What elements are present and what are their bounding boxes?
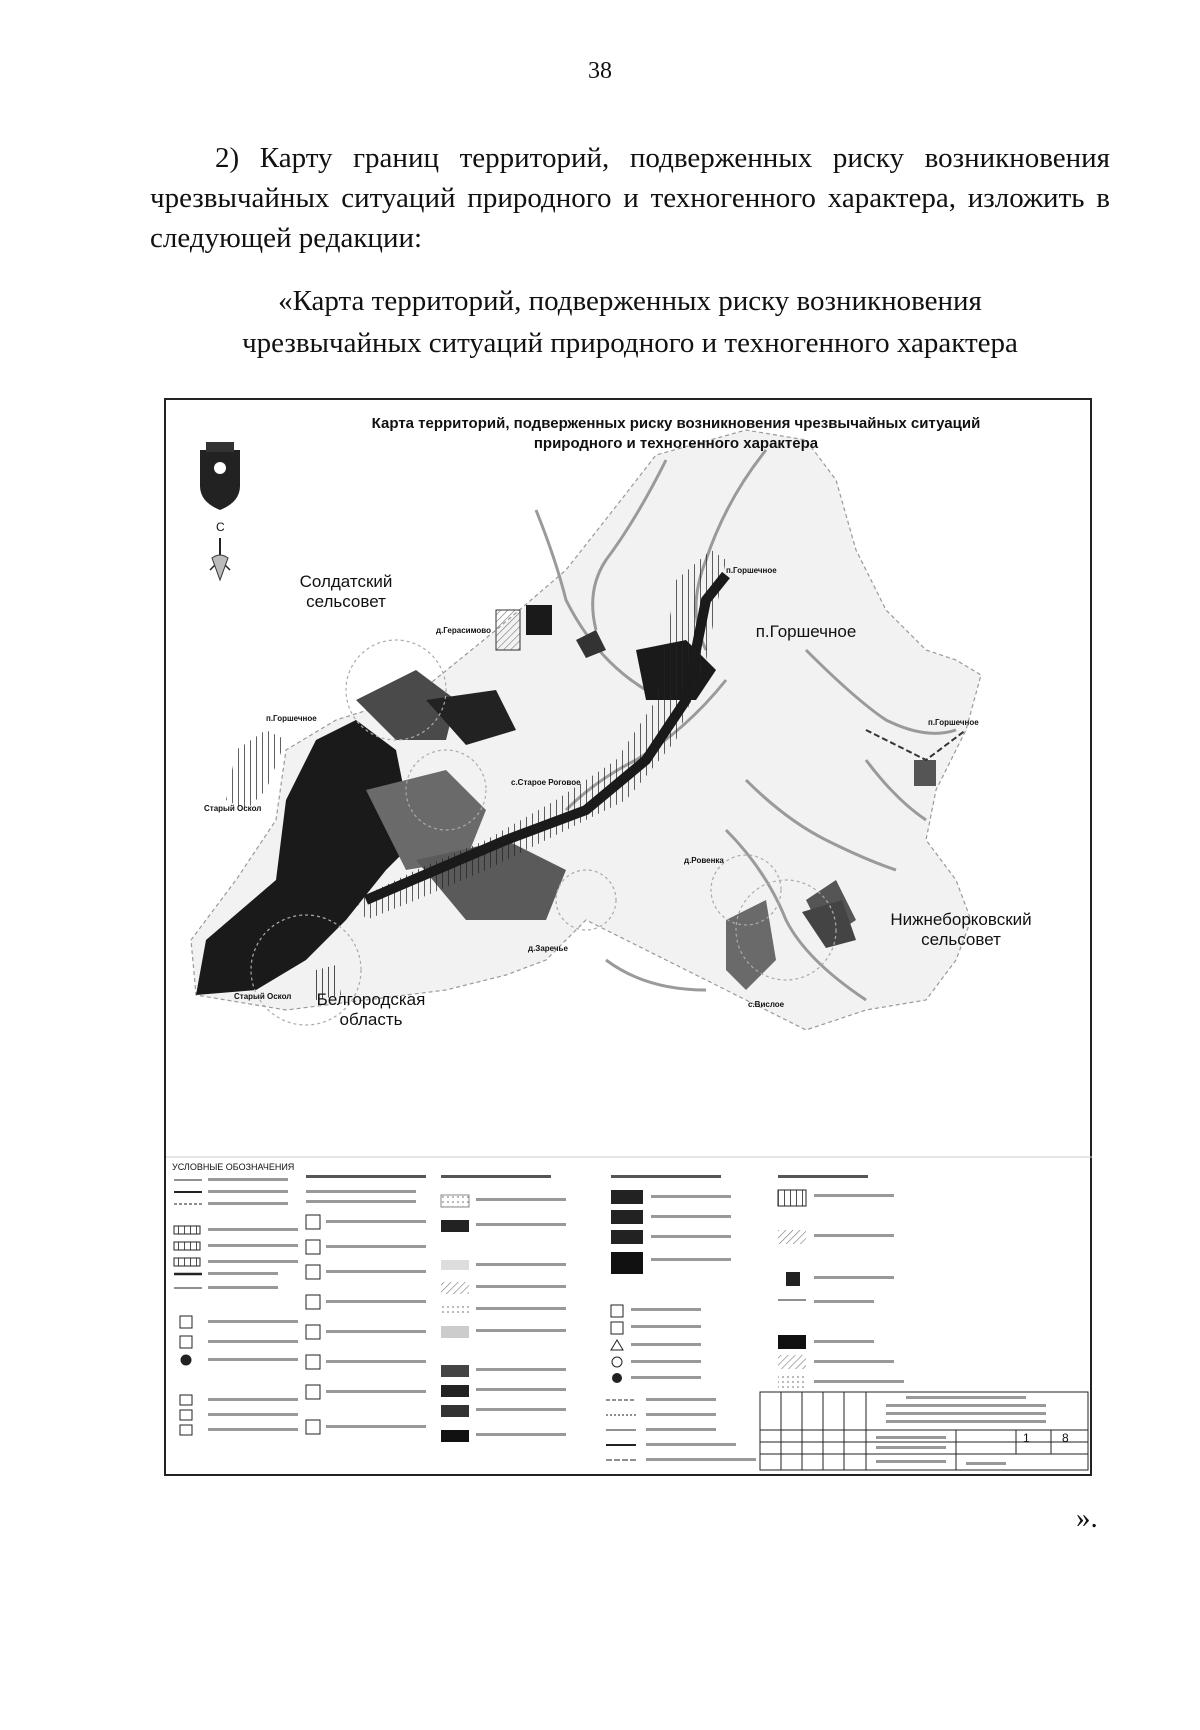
label-vislaya: с.Вислое [748, 1000, 785, 1009]
label-stary-oskol-1: Старый Оскол [204, 804, 262, 813]
map-figure [164, 398, 1092, 1476]
map-title [286, 414, 1066, 454]
title-block-stamp [760, 1392, 1088, 1470]
north-arrow-icon [210, 538, 230, 580]
label-zareche: д.Заречье [528, 944, 568, 953]
map-title-line-1: Карта территорий, подверженных риску возникновения чрезвычайных ситуаций [371, 415, 981, 432]
legend-blocks [174, 1175, 1088, 1470]
label-belgorod: Белгородская область [316, 990, 426, 1029]
closing-quote: ». [1076, 1502, 1098, 1534]
map-caption-line-1: «Карта территорий, подверженных риску возникновения [278, 285, 982, 317]
page-number: 38 [588, 58, 612, 84]
label-gorshechnoe-right: п.Горшечное [928, 718, 979, 727]
label-staroe-rogovoe: с.Старое Роговое [511, 778, 581, 787]
map-title-line-2: природного и техногенного характера [533, 435, 819, 452]
label-gorshechnoe: п.Горшечное [755, 622, 857, 641]
coat-of-arms-icon [200, 442, 240, 510]
stamp-sheet-number: 1 [1023, 1431, 1030, 1445]
label-gorshechnoe-top: п.Горшечное [726, 566, 777, 575]
label-soldatsky: Солдатский сельсовет [299, 572, 393, 611]
amendment-paragraph: 2) Карту границ территорий, подверженных риску возникновения чрезвычайных ситуаций природного и техногенного характера, изложить в следующей редакции: [150, 142, 1110, 254]
legend-header: УСЛОВНЫЕ ОБОЗНАЧЕНИЯ [172, 1162, 295, 1172]
stamp-total-sheets: 8 [1062, 1431, 1069, 1445]
label-gorshechnoe-left: п.Горшечное [266, 714, 317, 723]
label-gerasimovo: д.Герасимово [436, 626, 491, 635]
north-label: С [216, 520, 225, 534]
label-stary-oskol-2: Старый Оскол [234, 992, 292, 1001]
map-caption-line-2: чрезвычайных ситуаций природного и техногенного характера [242, 327, 1018, 359]
label-rovenka: д.Ровенка [684, 856, 724, 865]
label-nizhneborkovsky: Нижнеборковский сельсовет [890, 910, 1032, 949]
map-caption [150, 280, 1110, 364]
